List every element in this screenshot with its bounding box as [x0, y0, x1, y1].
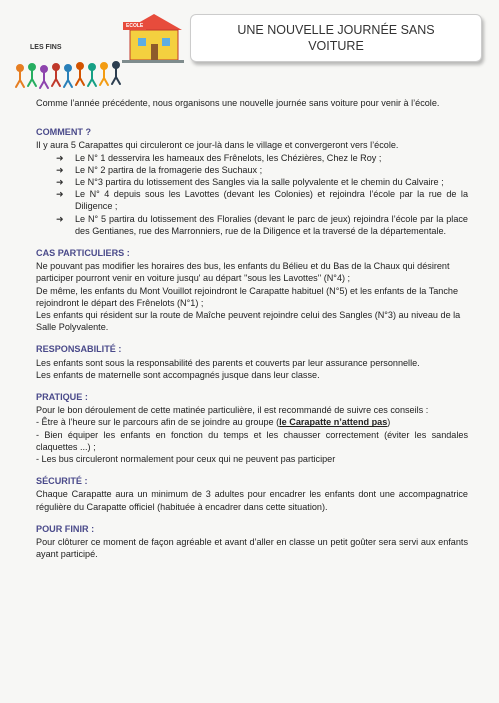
list-item: ➜ Le N°3 partira du lotissement des Sangles via la salle polyvalente et le chemin du Calvaire ; [56, 177, 444, 188]
securite-paragraph: Chaque Carapatte aura un minimum de 3 adultes pour encadrer les enfants dont une accompagnatrice régulière du Carapatte officiel (habituée à encadrer dans cette situation). [36, 489, 468, 512]
heading-pour-finir: POUR FINIR : [36, 523, 95, 534]
heading-cas-particuliers: CAS PARTICULIERS : [36, 248, 130, 259]
route-list [36, 152, 468, 237]
arrow-icon: ➜ [56, 164, 64, 175]
arrow-icon: ➜ [56, 189, 64, 200]
pratique-paragraph-3: - Bien équiper les enfants en fonction du temps et les chausser correctement (éviter les sandales claquettes ...) ; [36, 429, 468, 452]
school-logo [14, 12, 184, 92]
list-item: ➜ Le N° 2 partira de la fromagerie des Suchaux ; [56, 164, 263, 175]
cas-paragraph-1: Ne pouvant pas modifier les horaires des bus, les enfants du Bélieu et du Bas de la Chaux qui désirent participer pourront venir en voiture jusqu' au départ ''sous les Lavottes'' (N°4) ; [36, 261, 450, 284]
document-body [36, 97, 468, 561]
logo-title: LES FINS [30, 44, 62, 51]
logo-school-sign: ECOLE [123, 22, 146, 30]
list-item: ➜ Le N° 1 desservira les hameaux des Frênelots, les Chézières, Chez le Roy ; [56, 152, 382, 163]
resp-paragraph-1: Les enfants sont sous la responsabilité des parents et couverts par leur assurance personnelle. [36, 357, 420, 368]
pratique-paragraph-1: Pour le bon déroulement de cette matinée particulière, il est recommandé de suivre ces conseils : [36, 405, 429, 416]
pratique-paragraph-4: - Les bus circuleront normalement pour ceux qui ne peuvent pas participer [36, 454, 336, 465]
pratique-paragraph-2: - Être à l’heure sur le parcours afin de se joindre au groupe (le Carapatte n’attend pas) [36, 417, 391, 428]
resp-paragraph-2: Les enfants de maternelle sont accompagnés jusque dans leur classe. [36, 369, 320, 380]
intro-paragraph: Comme l’année précédente, nous organisons une nouvelle journée sans voiture pour venir à l’école. [36, 98, 440, 108]
list-item: ➜ Le N° 5 partira du lotissement des Floralies (devant le parc de jeux) rejoindra l’école par la place des Gentianes, rue des Marronniers, rue de la Diligence et la traversé de la départementale. [56, 213, 468, 236]
list-item: ➜ Le N° 4 depuis sous les Lavottes (devant les Colonies) et rejoindra l’école par la rue de la Diligence ; [56, 189, 468, 212]
heading-comment: COMMENT ? [36, 127, 92, 138]
carapatte-emphasis: le Carapatte n’attend pas [279, 417, 388, 428]
heading-pratique: PRATIQUE : [36, 392, 88, 403]
arrow-icon: ➜ [56, 152, 64, 163]
arrow-icon: ➜ [56, 177, 64, 188]
comment-lead: Il y aura 5 Carapattes qui circuleront ce jour-là dans le village et convergeront vers l’école. [36, 140, 399, 151]
page-title: UNE NOUVELLE JOURNÉE SANS VOITURE [237, 23, 435, 53]
cas-paragraph-3: Les enfants qui résident sur la route de Maîche peuvent rejoindre celui des Sangles (N°3) au niveau de la Salle Polyvalente. [36, 310, 461, 333]
finir-paragraph: Pour clôturer ce moment de façon agréable et avant d’aller en classe un petit goûter sera servi aux enfants ayant participé. [36, 537, 468, 560]
title-box [190, 14, 482, 62]
arrow-icon: ➜ [56, 213, 64, 224]
heading-responsabilite: RESPONSABILITÉ : [36, 344, 122, 355]
heading-securite: SÉCURITÉ : [36, 476, 88, 487]
cas-paragraph-2: De même, les enfants du Mont Vouillot rejoindront le Carapatte habituel (N°5) et les enfants de la Tanche rejoindront le départ des Frênelots (N°1) ; [36, 285, 459, 308]
